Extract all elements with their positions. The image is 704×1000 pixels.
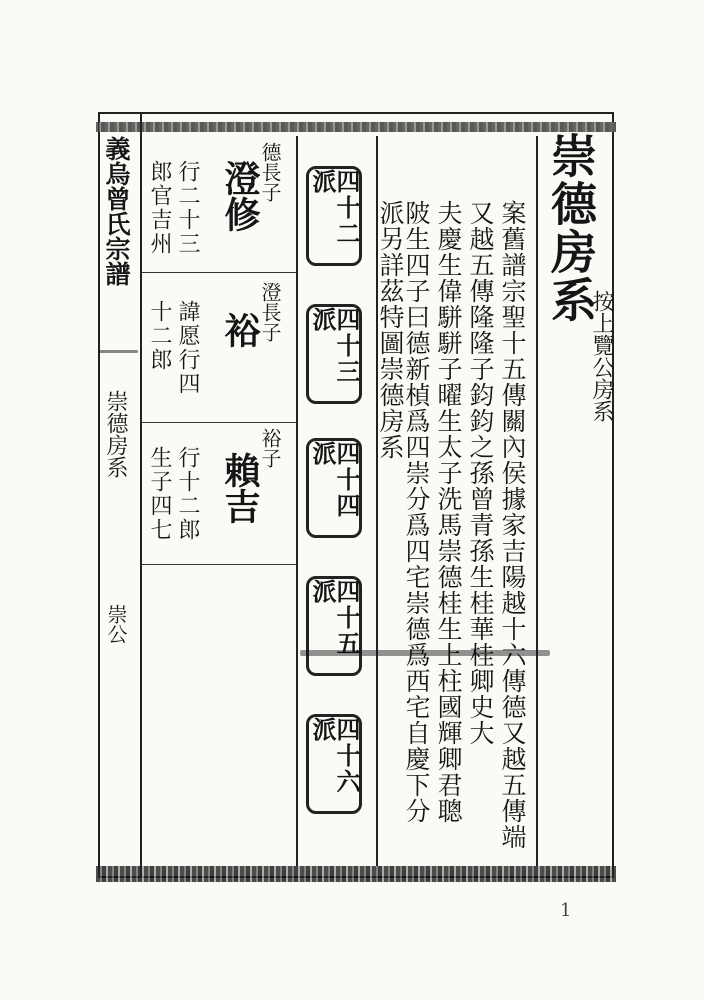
person-3-relation: 裕子 <box>258 428 282 468</box>
persons-divider <box>296 136 298 866</box>
person-divider-2 <box>142 422 296 423</box>
seal-label: 四十六派 <box>308 717 361 795</box>
spine-title: 義烏曾氏宗譜 <box>102 136 131 286</box>
seal-label: 四十三派 <box>308 307 361 385</box>
scan-smudge <box>300 650 550 656</box>
person-2-detail-1: 諱愿行四 <box>175 300 200 396</box>
body-column-4: 陂生四子曰德新楨爲四崇分爲四宅崇德爲西宅自慶下分 <box>402 200 431 824</box>
seal-label: 四十二派 <box>308 169 361 247</box>
person-divider-1 <box>142 272 296 273</box>
generation-seal-1 <box>306 166 362 266</box>
person-1-detail-1: 行二十三 <box>175 160 200 256</box>
person-3-detail-2: 生子四七 <box>147 446 172 542</box>
seal-label: 四十五派 <box>308 579 361 657</box>
person-1-name: 澄修 <box>219 160 261 232</box>
scan-smudge <box>98 350 138 353</box>
page-number: 1 <box>560 900 572 921</box>
body-column-2: 又越五傳隆隆子鈞鈞之孫曾青孫生桂華桂卿史大 <box>466 200 495 746</box>
spine-divider <box>140 112 142 878</box>
seal-label: 四十四派 <box>308 441 361 519</box>
spine-lineage: 崇公 <box>104 604 128 644</box>
body-column-5: 派另詳茲特圖崇德房系 <box>376 200 405 460</box>
body-column-3: 夫慶生偉駢駢子曜生太子洗馬崇德桂生上柱國輝卿君聰 <box>434 200 463 824</box>
generation-seal-2 <box>306 304 362 404</box>
person-3-name: 賴吉 <box>219 452 261 524</box>
person-1-relation: 德長子 <box>258 142 282 202</box>
generation-seal-3 <box>306 438 362 538</box>
page-title: 崇德房系 <box>544 132 598 324</box>
spine-section: 崇德房系 <box>103 390 128 478</box>
person-1-detail-2: 郎官吉州 <box>147 160 172 256</box>
person-2-name: 裕 <box>219 312 261 348</box>
person-3-detail-1: 行十二郎 <box>175 446 200 542</box>
bottom-border-rule <box>96 866 616 882</box>
person-2-detail-2: 十二郎 <box>147 300 172 372</box>
top-border-rule <box>96 122 616 132</box>
generation-seal-4 <box>306 576 362 676</box>
body-column-1: 案舊譜宗聖十五傳關內侯據家吉陽越十六傳德又越五傳端 <box>498 200 527 850</box>
person-2-relation: 澄長子 <box>258 282 282 342</box>
text-divider <box>536 136 538 866</box>
person-divider-3 <box>142 564 296 565</box>
page-subtitle: 按上覽公房系 <box>589 290 614 422</box>
generation-seal-5 <box>306 714 362 814</box>
